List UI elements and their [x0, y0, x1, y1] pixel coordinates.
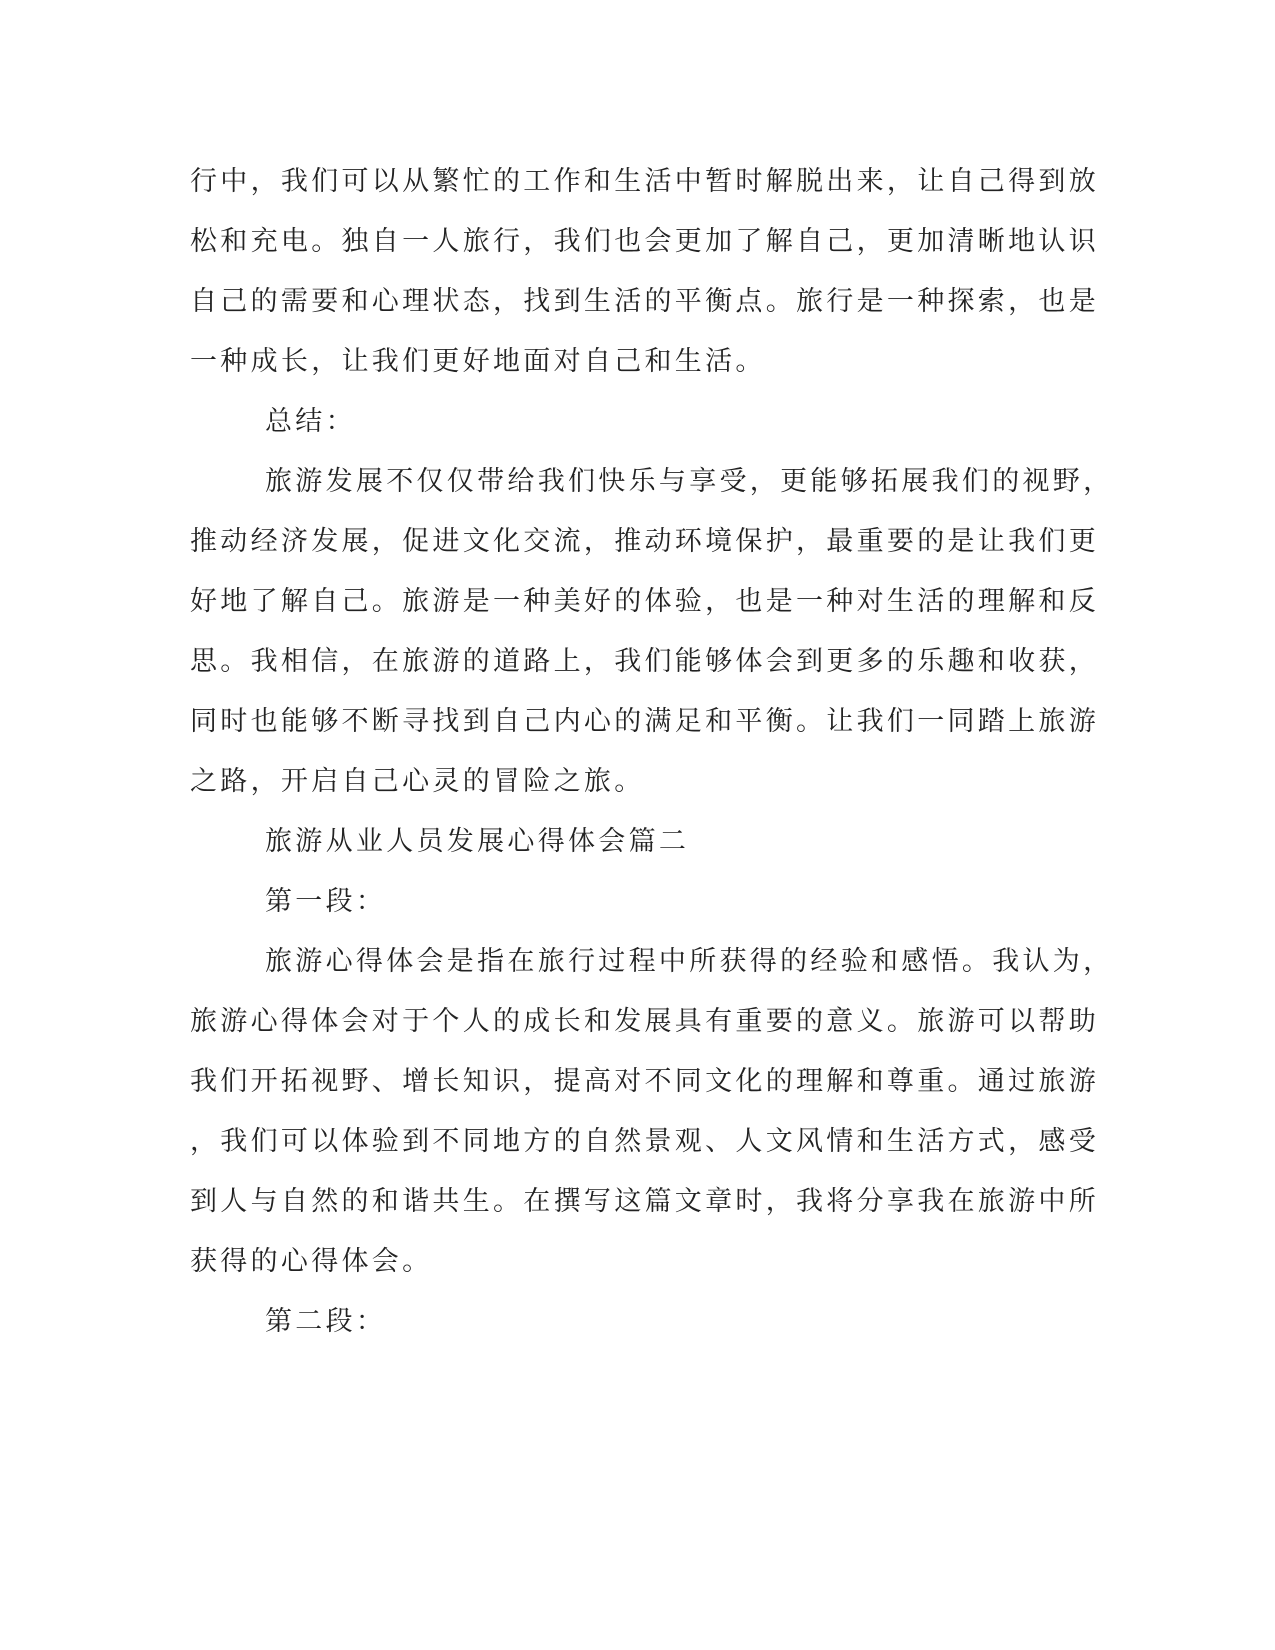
- paragraph-1-line: 一种成长，让我们更好地面对自己和生活。: [190, 346, 766, 377]
- paragraph-3-line: 旅游心得体会对于个人的成长和发展具有重要的意义。旅游可以帮助: [190, 1006, 1099, 1037]
- paragraph-1-line: 行中，我们可以从繁忙的工作和生活中暂时解脱出来，让自己得到放: [190, 166, 1099, 197]
- paragraph-3-line: ，我们可以体验到不同地方的自然景观、人文风情和生活方式，感受: [190, 1126, 1099, 1157]
- document-body: [190, 152, 1114, 1352]
- section-title: 旅游从业人员发展心得体会篇二: [265, 826, 690, 857]
- paragraph-1-line: 松和充电。独自一人旅行，我们也会更加了解自己，更加清晰地认识: [190, 226, 1099, 257]
- section-2-heading: 第二段：: [265, 1306, 387, 1337]
- paragraph-2-line: 好地了解自己。旅游是一种美好的体验，也是一种对生活的理解和反: [190, 586, 1099, 617]
- paragraph-3-line: 我们开拓视野、增长知识，提高对不同文化的理解和尊重。通过旅游: [190, 1066, 1099, 1097]
- paragraph-2-line: 同时也能够不断寻找到自己内心的满足和平衡。让我们一同踏上旅游: [190, 706, 1099, 737]
- summary-heading: 总结：: [265, 406, 356, 437]
- section-1-heading: 第一段：: [265, 886, 387, 917]
- paragraph-2-line: 之路，开启自己心灵的冒险之旅。: [190, 766, 645, 797]
- paragraph-2-line: 思。我相信，在旅游的道路上，我们能够体会到更多的乐趣和收获，: [190, 646, 1099, 677]
- paragraph-2-line: 旅游发展不仅仅带给我们快乐与享受，更能够拓展我们的视野，: [265, 466, 1114, 497]
- paragraph-2-line: 推动经济发展，促进文化交流，推动环境保护，最重要的是让我们更: [190, 526, 1099, 557]
- paragraph-3-line: 到人与自然的和谐共生。在撰写这篇文章时，我将分享我在旅游中所: [190, 1186, 1099, 1217]
- paragraph-3-line: 旅游心得体会是指在旅行过程中所获得的经验和感悟。我认为，: [265, 946, 1114, 977]
- paragraph-1-line: 自己的需要和心理状态，找到生活的平衡点。旅行是一种探索，也是: [190, 286, 1099, 317]
- paragraph-3-line: 获得的心得体会。: [190, 1246, 433, 1277]
